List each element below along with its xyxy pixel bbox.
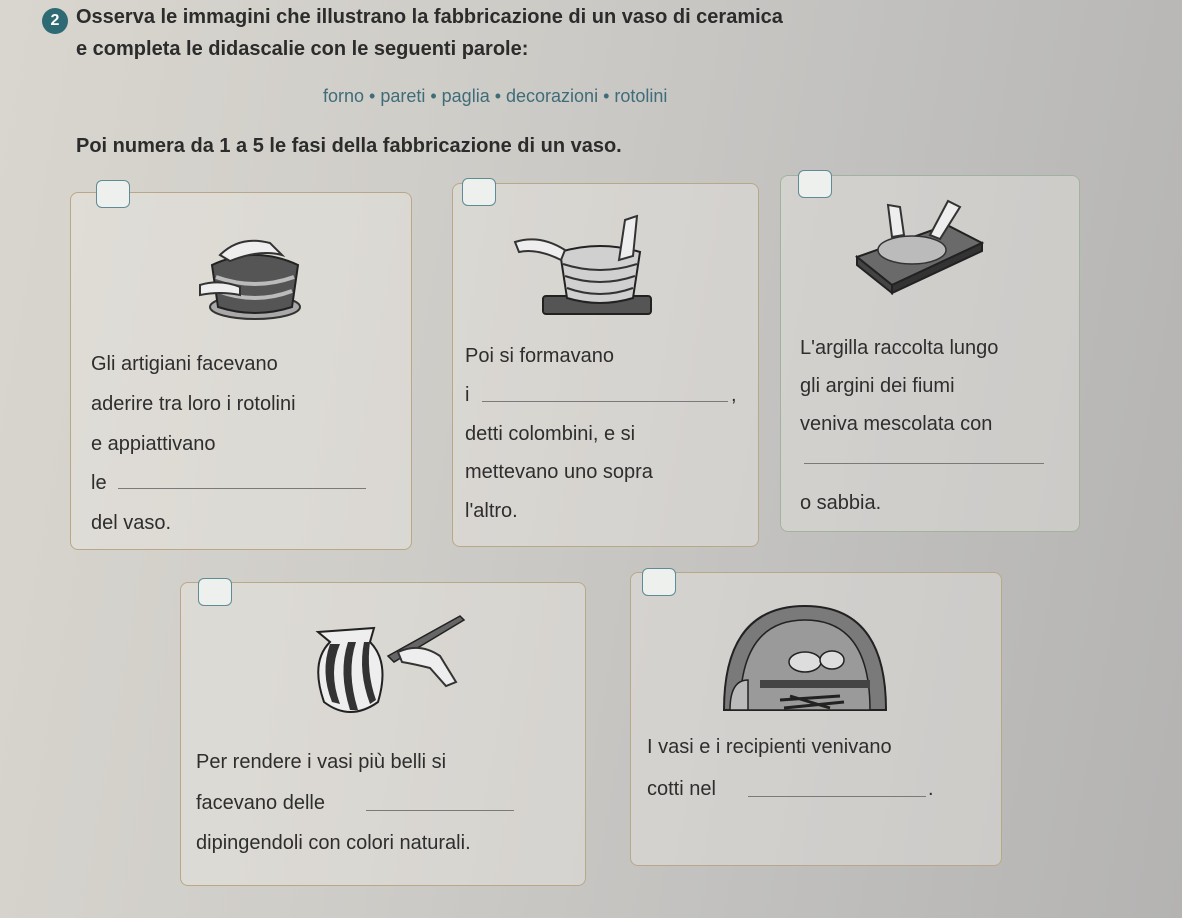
card1-line4: le bbox=[91, 472, 107, 494]
step-number-box-3[interactable] bbox=[798, 170, 832, 198]
card3-answer-blank[interactable] bbox=[804, 463, 1044, 464]
card5-line1: I vasi e i recipienti venivano bbox=[647, 736, 892, 758]
painting-vase-icon bbox=[310, 612, 470, 722]
instruction-line-3: Poi numera da 1 a 5 le fasi della fabbricazione di un vaso. bbox=[76, 135, 622, 157]
instruction-line-2: e completa le didascalie con le seguenti parole: bbox=[76, 38, 529, 60]
card2-line4: mettevano uno sopra bbox=[465, 461, 653, 483]
card1-line2: aderire tra loro i rotolini bbox=[91, 393, 296, 415]
exercise-number-badge: 2 bbox=[42, 8, 68, 34]
card3-line2: gli argini dei fiumi bbox=[800, 375, 955, 397]
card4-answer-blank[interactable] bbox=[366, 810, 514, 811]
card2-line3: detti colombini, e si bbox=[465, 423, 636, 445]
card2-line2-comma: , bbox=[731, 384, 737, 406]
card3-line3: veniva mescolata con bbox=[800, 413, 993, 435]
card3-line1: L'argilla raccolta lungo bbox=[800, 337, 999, 359]
step-number-box-5[interactable] bbox=[642, 568, 676, 596]
step-number-box-2[interactable] bbox=[462, 178, 496, 206]
kiln-oven-icon bbox=[720, 600, 890, 720]
card5-answer-blank[interactable] bbox=[748, 796, 926, 797]
card2-answer-blank[interactable] bbox=[482, 401, 728, 402]
instruction-line-1: Osserva le immagini che illustrano la fabbricazione di un vaso di ceramica bbox=[76, 6, 783, 28]
card5-line2: cotti nel bbox=[647, 778, 716, 800]
word-bank: forno • pareti • paglia • decorazioni • rotolini bbox=[323, 86, 668, 106]
card4-line3: dipingendoli con colori naturali. bbox=[196, 832, 471, 854]
hands-pressing-coils-icon bbox=[200, 215, 310, 325]
card2-line5: l'altro. bbox=[465, 500, 518, 522]
card4-line1: Per rendere i vasi più belli si bbox=[196, 751, 447, 773]
step-number-box-1[interactable] bbox=[96, 180, 130, 208]
card2-line2: i bbox=[465, 384, 470, 406]
step-number-box-4[interactable] bbox=[198, 578, 232, 606]
card5-line2-period: . bbox=[928, 778, 934, 800]
card1-answer-blank[interactable] bbox=[118, 488, 366, 489]
mixing-clay-icon bbox=[852, 195, 987, 295]
card1-line1: Gli artigiani facevano bbox=[91, 353, 278, 375]
card2-line1: Poi si formavano bbox=[465, 345, 614, 367]
card4-line2: facevano delle bbox=[196, 792, 325, 814]
card1-line5: del vaso. bbox=[91, 512, 172, 534]
card1-line3: e appiattivano bbox=[91, 433, 216, 455]
card3-line4: o sabbia. bbox=[800, 492, 882, 514]
building-coiled-pot-icon bbox=[515, 212, 665, 324]
